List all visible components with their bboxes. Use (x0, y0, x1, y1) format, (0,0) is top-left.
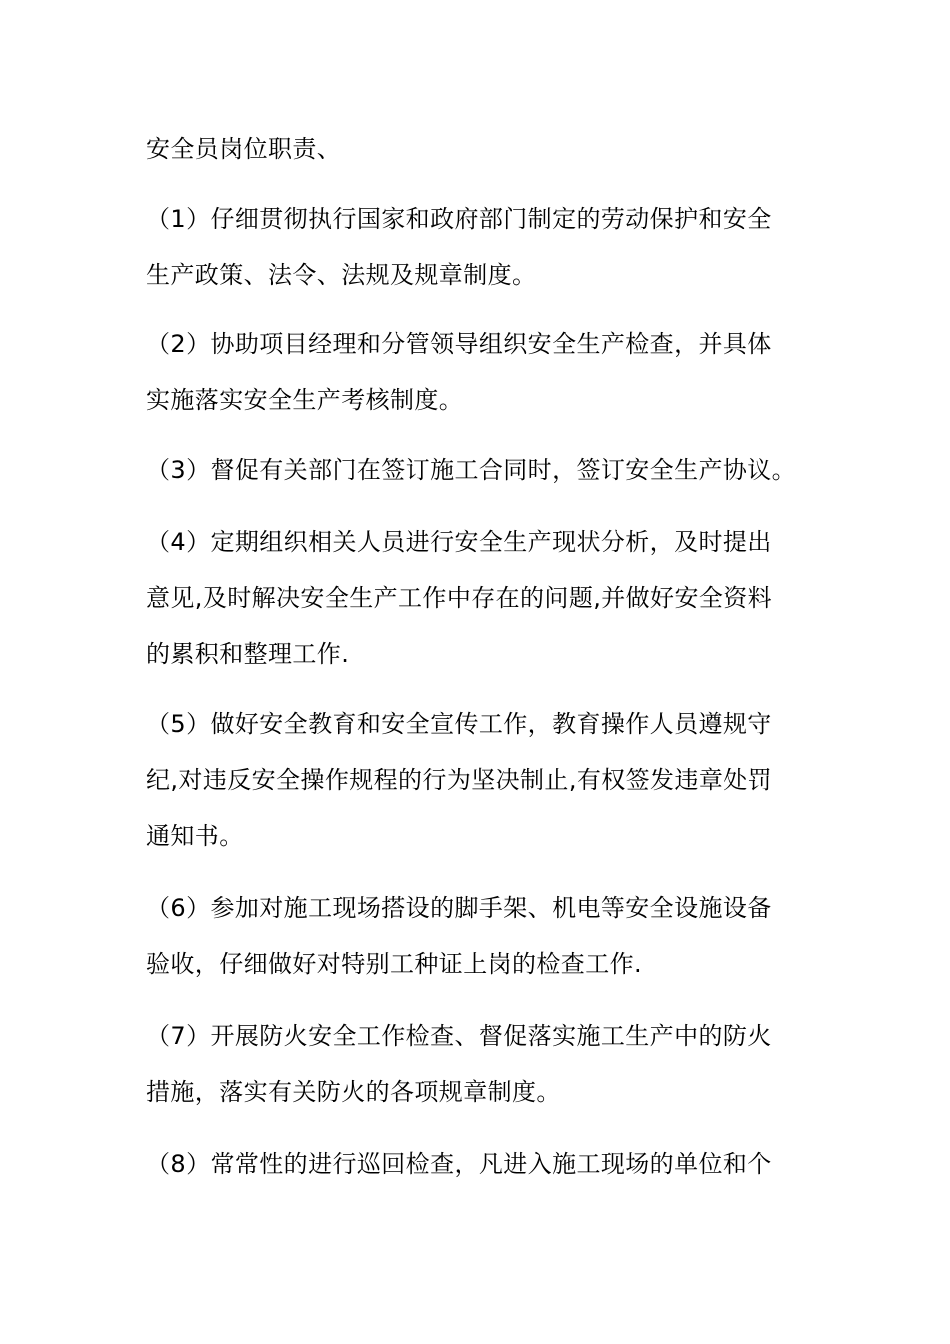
text-line: 纪,对违反安全操作规程的行为坚决制止,有权签发违章处罚 (146, 766, 773, 794)
text-line: 通知书。 (146, 822, 244, 850)
text-line: （4）定期组织相关人员进行安全生产现状分析，及时提出 (146, 528, 772, 556)
text-line: （2）协助项目经理和分管领导组织安全生产检查，并具体 (146, 330, 772, 358)
text-line: 意见,及时解决安全生产工作中存在的问题,并做好安全资料 (146, 584, 773, 612)
text-line: （3）督促有关部门在签订施工合同时，签订安全生产协议。 (146, 456, 797, 484)
text-line: 措施，落实有关防火的各项规章制度。 (146, 1078, 561, 1106)
text-line: （1）仔细贯彻执行国家和政府部门制定的劳动保护和安全 (146, 205, 772, 233)
text-line: 的累积和整理工作. (146, 640, 350, 668)
text-line: （7）开展防火安全工作检查、督促落实施工生产中的防火 (146, 1022, 772, 1050)
text-line: （8）常常性的进行巡回检查，凡进入施工现场的单位和个 (146, 1150, 772, 1178)
text-line: 实施落实安全生产考核制度。 (146, 386, 464, 414)
text-line: （6）参加对施工现场搭设的脚手架、机电等安全设施设备 (146, 894, 772, 922)
text-line: （5）做好安全教育和安全宣传工作，教育操作人员遵规守 (146, 710, 772, 738)
text-line: 生产政策、法令、法规及规章制度。 (146, 261, 537, 289)
document-title: 安全员岗位职责、 (146, 135, 342, 163)
text-line: 验收，仔细做好对特别工种证上岗的检查工作. (146, 950, 643, 978)
